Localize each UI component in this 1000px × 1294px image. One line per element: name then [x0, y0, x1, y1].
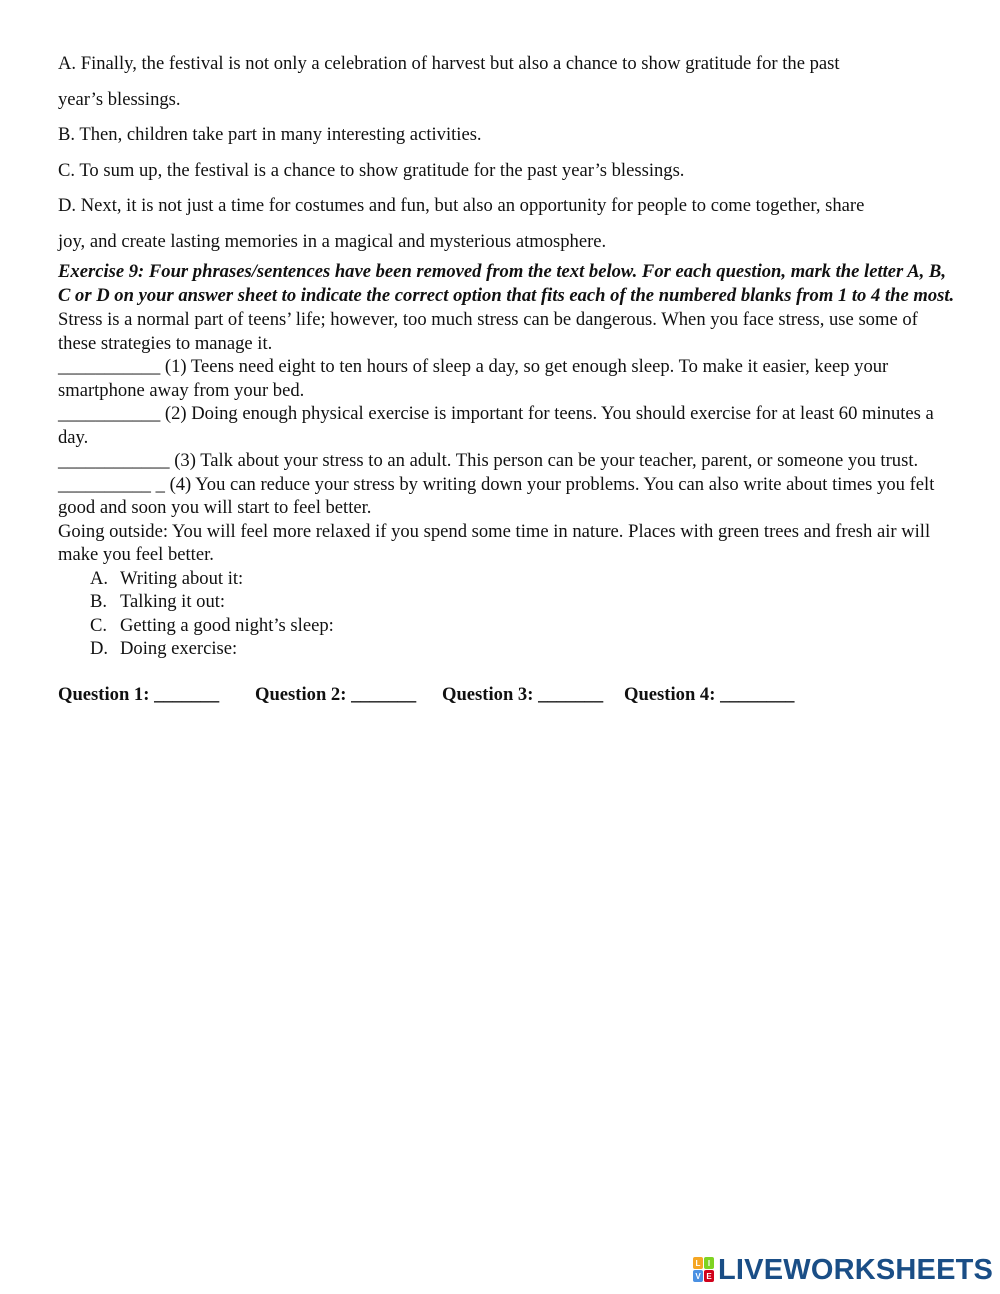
exercise-intro: Stress is a normal part of teens’ life; however, too much stress can be dangerous. When you face stress, use some of these strategies to manage it. [58, 309, 918, 354]
exercise-item-3: ____________ (3) Talk about your stress to an adult. This person can be your teacher, parent, or someone you trust. [58, 450, 919, 471]
choice-text: Doing exercise: [120, 638, 238, 659]
choice-letter: A. [90, 567, 109, 589]
answer-question-4[interactable]: Question 4: ________ [624, 683, 795, 705]
choice-c [90, 614, 958, 638]
choice-text: Writing about it: [120, 567, 244, 589]
previous-option-b: B. Then, children take part in many interesting activities. [58, 124, 482, 145]
previous-option-a-continued: year’s blessings. [58, 88, 181, 110]
liveworksheets-logo [693, 1256, 993, 1284]
answer-line [58, 683, 958, 707]
choice-list [58, 567, 958, 661]
previous-option-c: C. To sum up, the festival is a chance to show gratitude for the past year’s blessings. [58, 159, 685, 181]
exercise-title: Exercise 9: Four phrases/sentences have been removed from the text below. For each question, mark the letter A, B, C or D on your answer sheet to indicate the correct option that fits each of the numbered blanks from 1 to 4 the most. [58, 261, 955, 306]
previous-options [58, 46, 958, 259]
logo-icon-letter: I [707, 1259, 711, 1268]
exercise-closing: Going outside: You will feel more relaxed if you spend some time in nature. Places with green trees and fresh air will make you feel better. [58, 520, 931, 565]
exercise-item-2: ___________ (2) Doing enough physical exercise is important for teens. You should exercise for at least 60 minutes a day. [58, 403, 934, 448]
answer-question-3[interactable]: Question 3: _______ [442, 683, 604, 705]
worksheet-page [58, 46, 958, 707]
answer-question-2[interactable]: Question 2: _______ [255, 683, 417, 705]
previous-option-d: D. Next, it is not just a time for costumes and fun, but also an opportunity for people to come together, share [58, 195, 865, 216]
choice-letter: D. [90, 638, 109, 659]
exercise-item-4: __________ _ (4) You can reduce your stress by writing down your problems. You can also write about times you felt good and soon you will start to feel better. [58, 473, 935, 518]
logo-icon-letter: E [706, 1272, 712, 1281]
liveworksheets-logo-text: LIVEWORKSHEETS [718, 1254, 994, 1286]
choice-text: Talking it out: [120, 591, 226, 612]
choice-d [90, 637, 958, 661]
choice-letter: C. [90, 614, 108, 636]
previous-option-d-continued: joy, and create lasting memories in a magical and mysterious atmosphere. [58, 230, 607, 252]
choice-b [90, 590, 958, 614]
liveworksheets-logo-icon [693, 1257, 715, 1283]
logo-icon-letter: V [695, 1272, 701, 1281]
choice-a [90, 567, 958, 591]
choice-text: Getting a good night’s sleep: [120, 614, 334, 636]
previous-option-a: A. Finally, the festival is not only a celebration of harvest but also a chance to show gratitude for the past [58, 53, 840, 74]
exercise-item-1: ___________ (1) Teens need eight to ten hours of sleep a day, so get enough sleep. To make it easier, keep your smartphone away from your bed. [58, 356, 889, 401]
logo-icon-letter: L [695, 1259, 701, 1268]
answer-question-1[interactable]: Question 1: _______ [58, 683, 220, 705]
choice-letter: B. [90, 591, 108, 612]
